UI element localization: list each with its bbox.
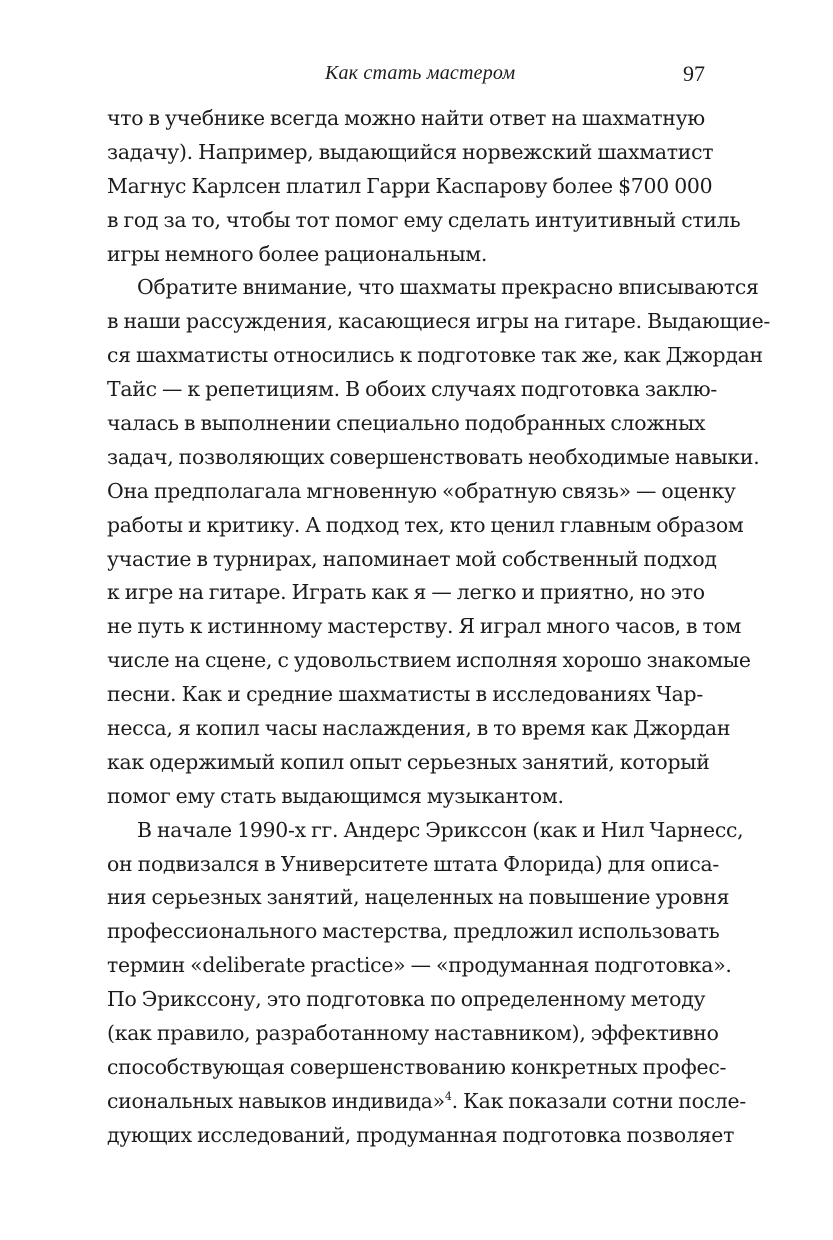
text-line: ся шахматисты относились к подготовке так же, как Джордан: [107, 343, 763, 368]
text-line: дующих исследований, продуманная подготовка позволяет: [107, 1122, 735, 1147]
text-line: в наши рассуждения, касающиеся игры на гитаре. Выдающие-: [107, 309, 771, 334]
text-line: он подвизался в Университете штата Флорида) для описа-: [107, 851, 720, 876]
text-line: Тайс — к репетициям. В обоих случаях подготовка заклю-: [107, 377, 718, 402]
text-line: Она предполагала мгновенную «обратную связь» — оценку: [107, 478, 736, 503]
paragraph-first-line: В начале 1990-х гг. Андерс Эрикссон (как и Нил Чарнесс,: [137, 817, 744, 842]
running-title: Как стать мастером: [325, 62, 516, 84]
text-line: работы и критику. А подход тех, кто ценил главным образом: [107, 512, 744, 537]
text-line: задачу). Например, выдающийся норвежский шахматист: [107, 139, 714, 164]
text-line: ния серьезных занятий, нацеленных на повышение уровня: [107, 885, 730, 910]
text-line: участие в турнирах, напоминает мой собственный подход: [107, 546, 717, 571]
text-line: способствующая совершенствованию конкретных профес-: [107, 1054, 727, 1079]
text-fragment: Как показали сотни после-: [463, 1088, 746, 1113]
running-head: [0, 62, 833, 92]
text-fragment: сиональных навыков индивида»: [107, 1088, 445, 1113]
page-number: 97: [683, 61, 705, 86]
text-line: Магнус Карлсен платил Гарри Каспарову более $700 000: [107, 173, 713, 198]
text-line: помог ему стать выдающимся музыкантом.: [107, 783, 564, 808]
text-line: к игре на гитаре. Играть как я — легко и приятно, но это: [107, 580, 705, 605]
text-line: в год за то, чтобы тот помог ему сделать интуитивный стиль: [107, 207, 741, 232]
text-line: песни. Как и средние шахматисты в исследованиях Чар-: [107, 682, 703, 707]
text-line: что в учебнике всегда можно найти ответ на шахматную: [107, 106, 705, 130]
text-line: несса, я копил часы наслаждения, в то время как Джордан: [107, 716, 731, 741]
text-line: задач, позволяющих совершенствовать необходимые навыки.: [107, 444, 760, 469]
text-line-with-footnote: сиональных навыков индивида»$^4$. Как показали сотни после-: [107, 1088, 746, 1113]
body-text: [107, 102, 771, 1153]
text-line: профессионального мастерства, предложил использовать: [107, 919, 720, 944]
footnote-marker: 4: [444, 1089, 452, 1103]
text-line: игры немного более рациональным.: [107, 241, 488, 266]
paragraph-first-line: Обратите внимание, что шахматы прекрасно вписываются: [137, 275, 759, 300]
text-line: чалась в выполнении специально подобранных сложных: [107, 411, 706, 436]
text-line: термин «deliberate practice» — «продуманная подготовка».: [107, 953, 732, 978]
text-line: (как правило, разработанному наставником), эффективно: [107, 1021, 719, 1046]
text-line: как одержимый копил опыт серьезных занятий, который: [107, 749, 710, 774]
text-line: По Эрикссону, это подготовка по определенному методу: [107, 987, 706, 1012]
text-line: числе на сцене, с удовольствием исполняя хорошо знакомые: [107, 648, 751, 673]
text-line: не путь к истинному мастерству. Я играл много часов, в том: [107, 614, 742, 639]
